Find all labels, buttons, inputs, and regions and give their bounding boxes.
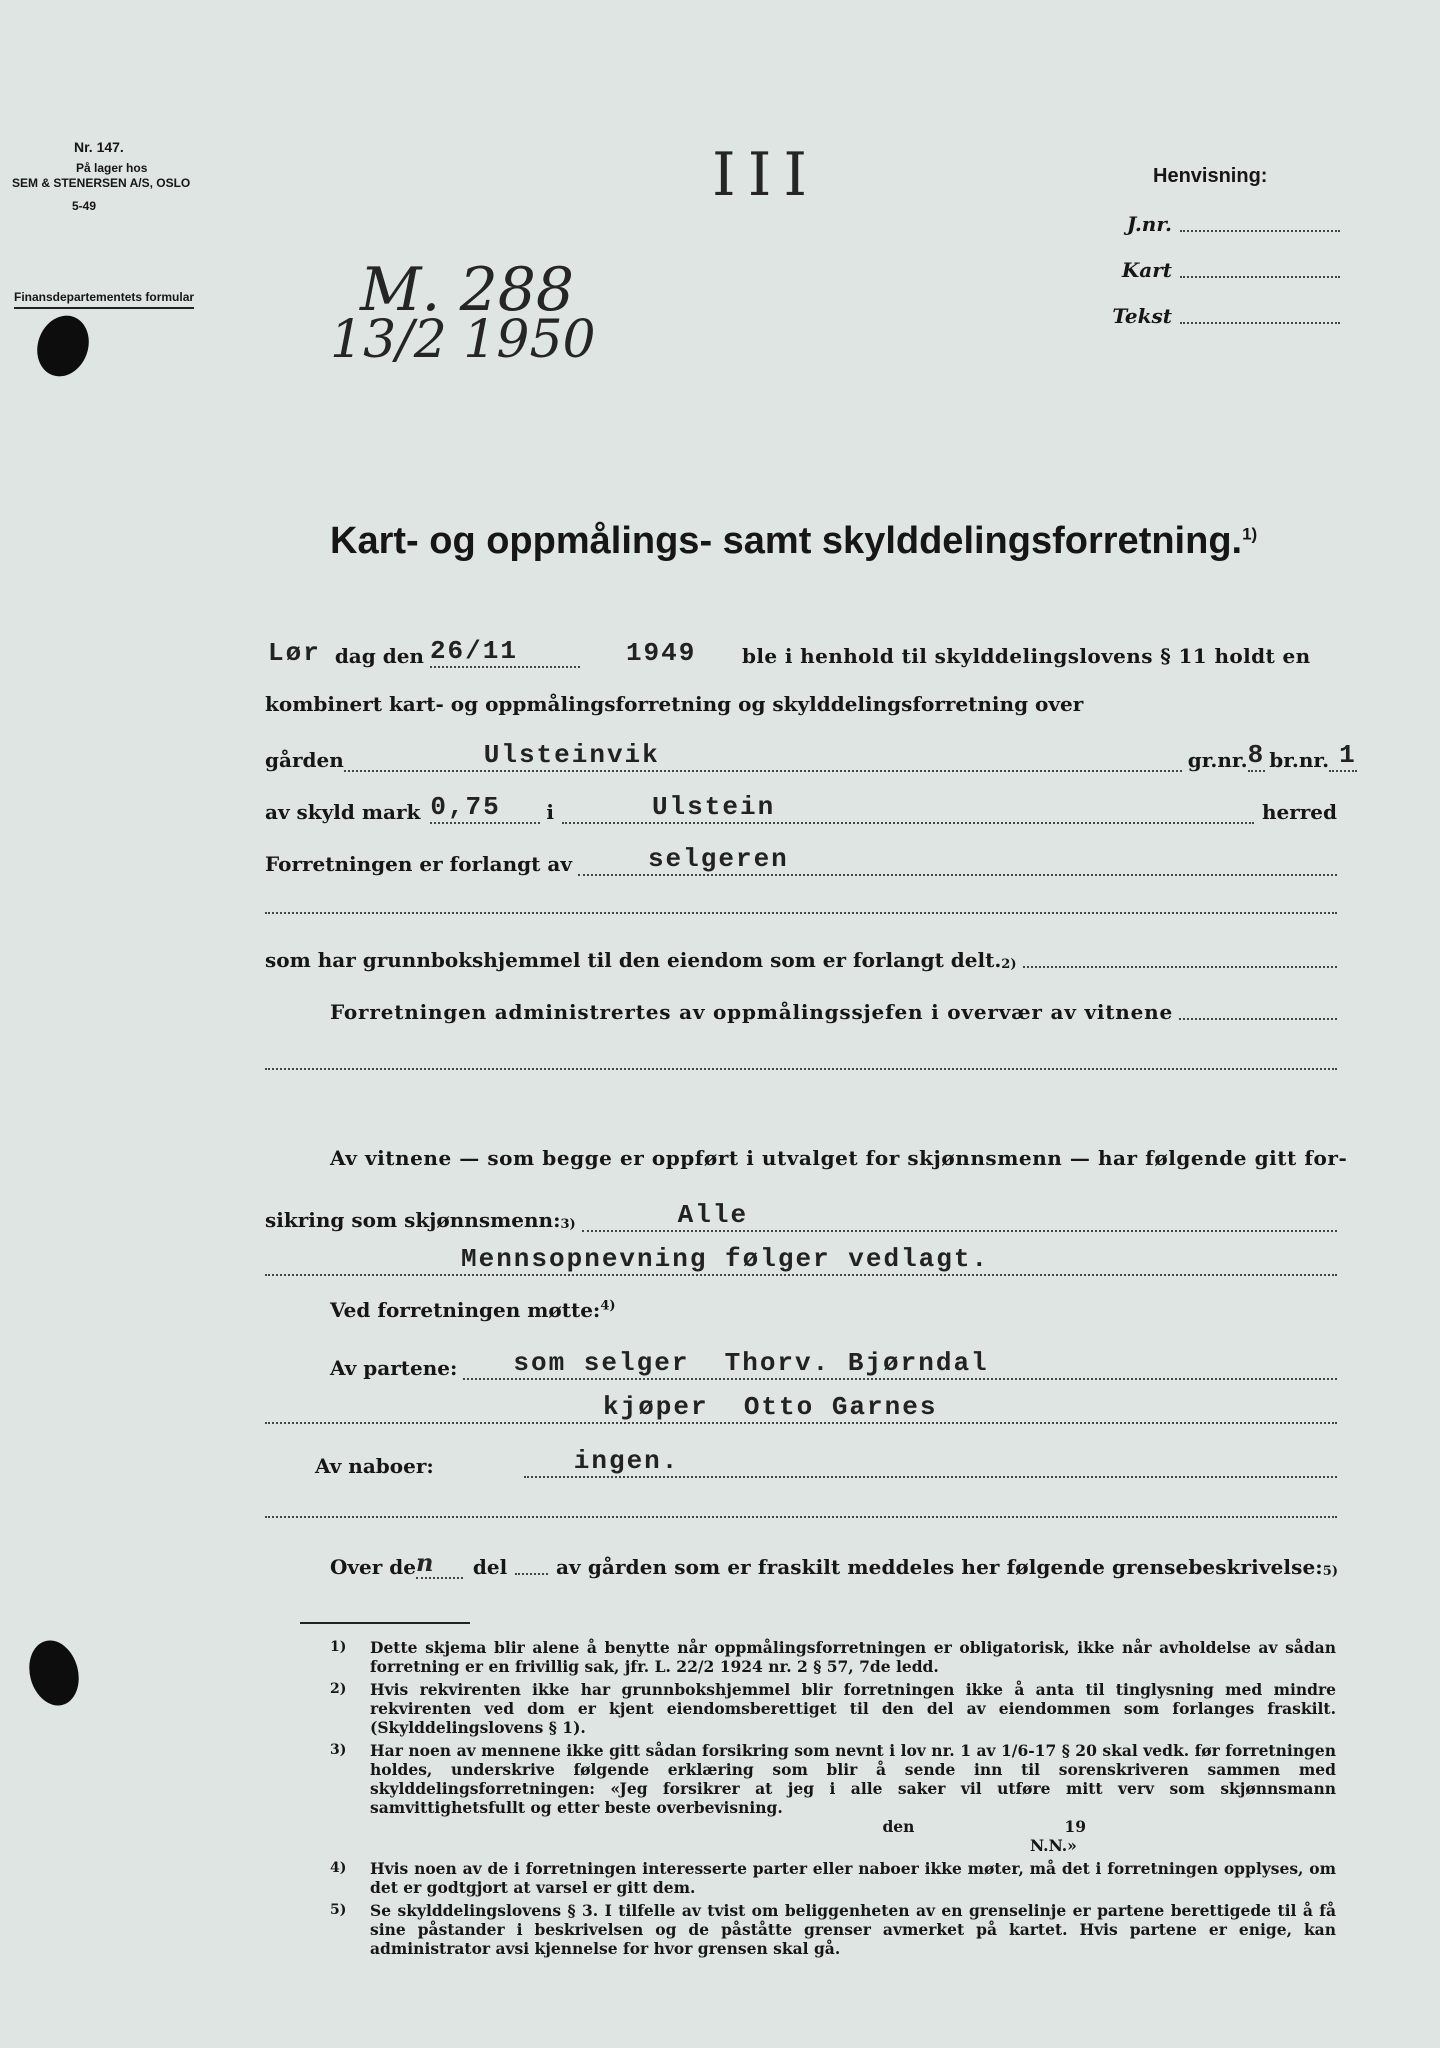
form-number: Nr. 147. (74, 139, 124, 155)
i-label: i (546, 800, 554, 824)
attend-line (330, 1298, 616, 1322)
neighbours-field[interactable]: ingen. (524, 1446, 1337, 1478)
grunnbok-note: 2) (1001, 957, 1017, 972)
del-label: del (472, 1555, 508, 1579)
document-title (330, 520, 1330, 563)
volume-mark: III (712, 140, 820, 210)
kart-label: Kart (1121, 258, 1172, 282)
date-filled[interactable]: 26/11 (430, 636, 580, 668)
admin-field[interactable] (1179, 1018, 1337, 1020)
footnote-3-text: Har noen av mennene ikke gitt sådan forsikring som nevnt i lov nr. 1 av 1/6-17 § 20 skal vedk. før forretningen holdes, underskrive følgende erklæring som blir å sende inn til sorenskriveren sammen med skylddelingsforretningen: «Jeg forsikrer at jeg i alle saker vil utføre mitt verv som skjønnsmann samvittighetsfullt og etter beste overbevisning. (370, 1741, 1336, 1817)
stock-line2: SEM & STENERSEN A/S, OSLO (12, 176, 191, 190)
farm-label: gården (265, 748, 344, 772)
witness-line2 (265, 1200, 1337, 1232)
title-note: 1) (1242, 524, 1258, 544)
requested-label: Forretningen er forlangt av (265, 852, 572, 876)
grunnbok-field[interactable] (1023, 966, 1338, 968)
footnote-2 (330, 1680, 1336, 1737)
grunnbok-text: som har grunnbokshjemmel til den eiendom som er forlangt delt. (265, 948, 1002, 972)
footnote-3-nn: N.N.» (1030, 1836, 1077, 1855)
footnote-4-num: 4) (330, 1860, 347, 1876)
jnr-label: J.nr. (1126, 212, 1172, 236)
footnote-1-num: 1) (330, 1639, 347, 1655)
weekday-suffix: dag den (334, 644, 424, 668)
form-header (12, 140, 232, 214)
skyld-label: av skyld mark (265, 800, 421, 824)
handwritten-reference: M. 288 (360, 255, 575, 325)
reference-title: Henvisning: (1153, 165, 1268, 187)
footnote-3-year: 19 (1064, 1817, 1086, 1836)
footnote-separator (300, 1622, 470, 1624)
tekst-label: Tekst (1112, 304, 1172, 328)
parties-field2-line (265, 1392, 1337, 1424)
requested-line (265, 844, 1337, 876)
stock-line1: På lager hos (76, 161, 148, 175)
parties-label: Av partene: (330, 1356, 458, 1380)
brnr-label: br.nr. (1269, 748, 1330, 772)
witness-line1: Av vitnene — som begge er oppført i utvalget for skjønnsmenn — har følgende gitt for- (330, 1146, 1348, 1170)
year-filled[interactable]: 1949 (625, 638, 697, 668)
footnote-3-den: den (882, 1817, 915, 1836)
witness-note: 3) (560, 1217, 576, 1232)
grunnbok-line (265, 948, 1337, 972)
parties-line (330, 1348, 1337, 1380)
neighbours-field-cont[interactable] (265, 1516, 1337, 1518)
binder-hole-bottom (22, 1635, 85, 1711)
intro-rest: ble i henhold til skylddelingslovens § 11 holdt en (741, 644, 1311, 668)
binder-hole-top (29, 308, 97, 383)
attend-text: Ved forretningen møtte: (330, 1298, 601, 1322)
neighbours-line (315, 1446, 1337, 1478)
footnotes (330, 1638, 1336, 1958)
title-text: Kart- og oppmålings- samt skylddelingsforretning. (330, 520, 1243, 562)
del-field[interactable] (515, 1573, 548, 1575)
footnote-3-num: 3) (330, 1742, 347, 1758)
skyld-field[interactable]: 0,75 (430, 792, 540, 824)
footnote-1 (330, 1638, 1336, 1676)
footnote-2-text: Hvis rekvirenten ikke har grunnbokshjemmel blir forretningen ikke å anta til tinglysning med mindre rekvirenten ved dom er kjent eiendomsberettiget til den del av eiendommen som forlanges fraskilt. (Skylddelingslovens § 1). (370, 1680, 1336, 1737)
parties-field2[interactable]: kjøper Otto Garnes (603, 1392, 938, 1422)
admin-text: Forretningen administrertes av oppmålingssjefen i overvær av vitnene (330, 1000, 1174, 1024)
grnr-field[interactable]: 8 (1247, 740, 1266, 770)
tekst-field[interactable] (1180, 322, 1340, 324)
brnr-field[interactable]: 1 (1329, 740, 1357, 772)
skyld-line (265, 792, 1337, 824)
parties-field1[interactable]: som selger Thorv. Bjørndal (463, 1348, 1337, 1380)
handwritten-date: 13/2 1950 (330, 310, 596, 370)
kart-field[interactable] (1180, 276, 1340, 278)
boundary-note: 5) (1322, 1564, 1338, 1579)
over-label: Over de (330, 1555, 416, 1579)
jnr-field[interactable] (1180, 230, 1340, 232)
herred-label: herred (1261, 800, 1337, 824)
over-line (330, 1548, 1338, 1579)
over-field[interactable]: n (416, 1548, 463, 1579)
requested-field-cont[interactable] (265, 912, 1337, 914)
witness-field1[interactable]: Alle (582, 1200, 1337, 1232)
footnote-3 (330, 1741, 1336, 1855)
admin-field-cont[interactable] (265, 1068, 1337, 1070)
footnote-4 (330, 1859, 1336, 1897)
herred-field[interactable]: Ulstein (562, 792, 1254, 824)
admin-line (330, 1000, 1337, 1024)
farm-field[interactable]: Ulsteinvik (344, 740, 1182, 772)
footnote-5-text: Se skylddelingslovens § 3. I tilfelle av tvist om beliggenheten av en grenselinje er partene berettigede til å få sine påstander i beskrivelsen og de påståtte grenser avmerket på kartet. Hvis partene er enige, kan administrator avsi kjennelse for hvor grensen skal gå. (370, 1901, 1336, 1958)
form-source: Finansdepartementets formular (14, 290, 194, 309)
footnote-1-text: Dette skjema blir alene å benytte når oppmålingsforretningen er obligatorisk, ikke når avholdelse av sådan forretning er en frivillig sak, jfr. L. 22/2 1924 nr. 2 § 57, 7de ledd. (370, 1638, 1336, 1676)
footnote-5 (330, 1901, 1336, 1958)
footnote-2-num: 2) (330, 1681, 347, 1697)
grnr-label: gr.nr. (1187, 748, 1248, 772)
requested-field[interactable]: selgeren (578, 844, 1337, 876)
footnote-5-num: 5) (330, 1902, 347, 1918)
intro-line2: kombinert kart- og oppmålingsforretning og skylddelingsforretning over (265, 692, 1084, 716)
witness-text2: sikring som skjønnsmenn: (265, 1208, 561, 1232)
farm-line (265, 740, 1357, 772)
neighbours-label: Av naboer: (315, 1454, 434, 1478)
boundary-text: av gården som er fraskilt meddeles her følgende grensebeskrivelse: (556, 1555, 1323, 1579)
intro-line1 (268, 636, 1336, 668)
reference-box (1090, 165, 1340, 328)
attend-note: 4) (600, 1298, 616, 1314)
footnote-4-text: Hvis noen av de i forretningen interesserte parter eller naboer ikke møter, må det i forretningen opplyses, om det er godtgjort at varsel er gitt dem. (370, 1859, 1336, 1897)
weekday-filled[interactable]: Lør (268, 638, 321, 668)
witness-field2[interactable]: Mennsopnevning følger vedlagt. (461, 1244, 990, 1274)
print-code: 5-49 (72, 199, 97, 213)
witness-field2-line (265, 1244, 1337, 1276)
